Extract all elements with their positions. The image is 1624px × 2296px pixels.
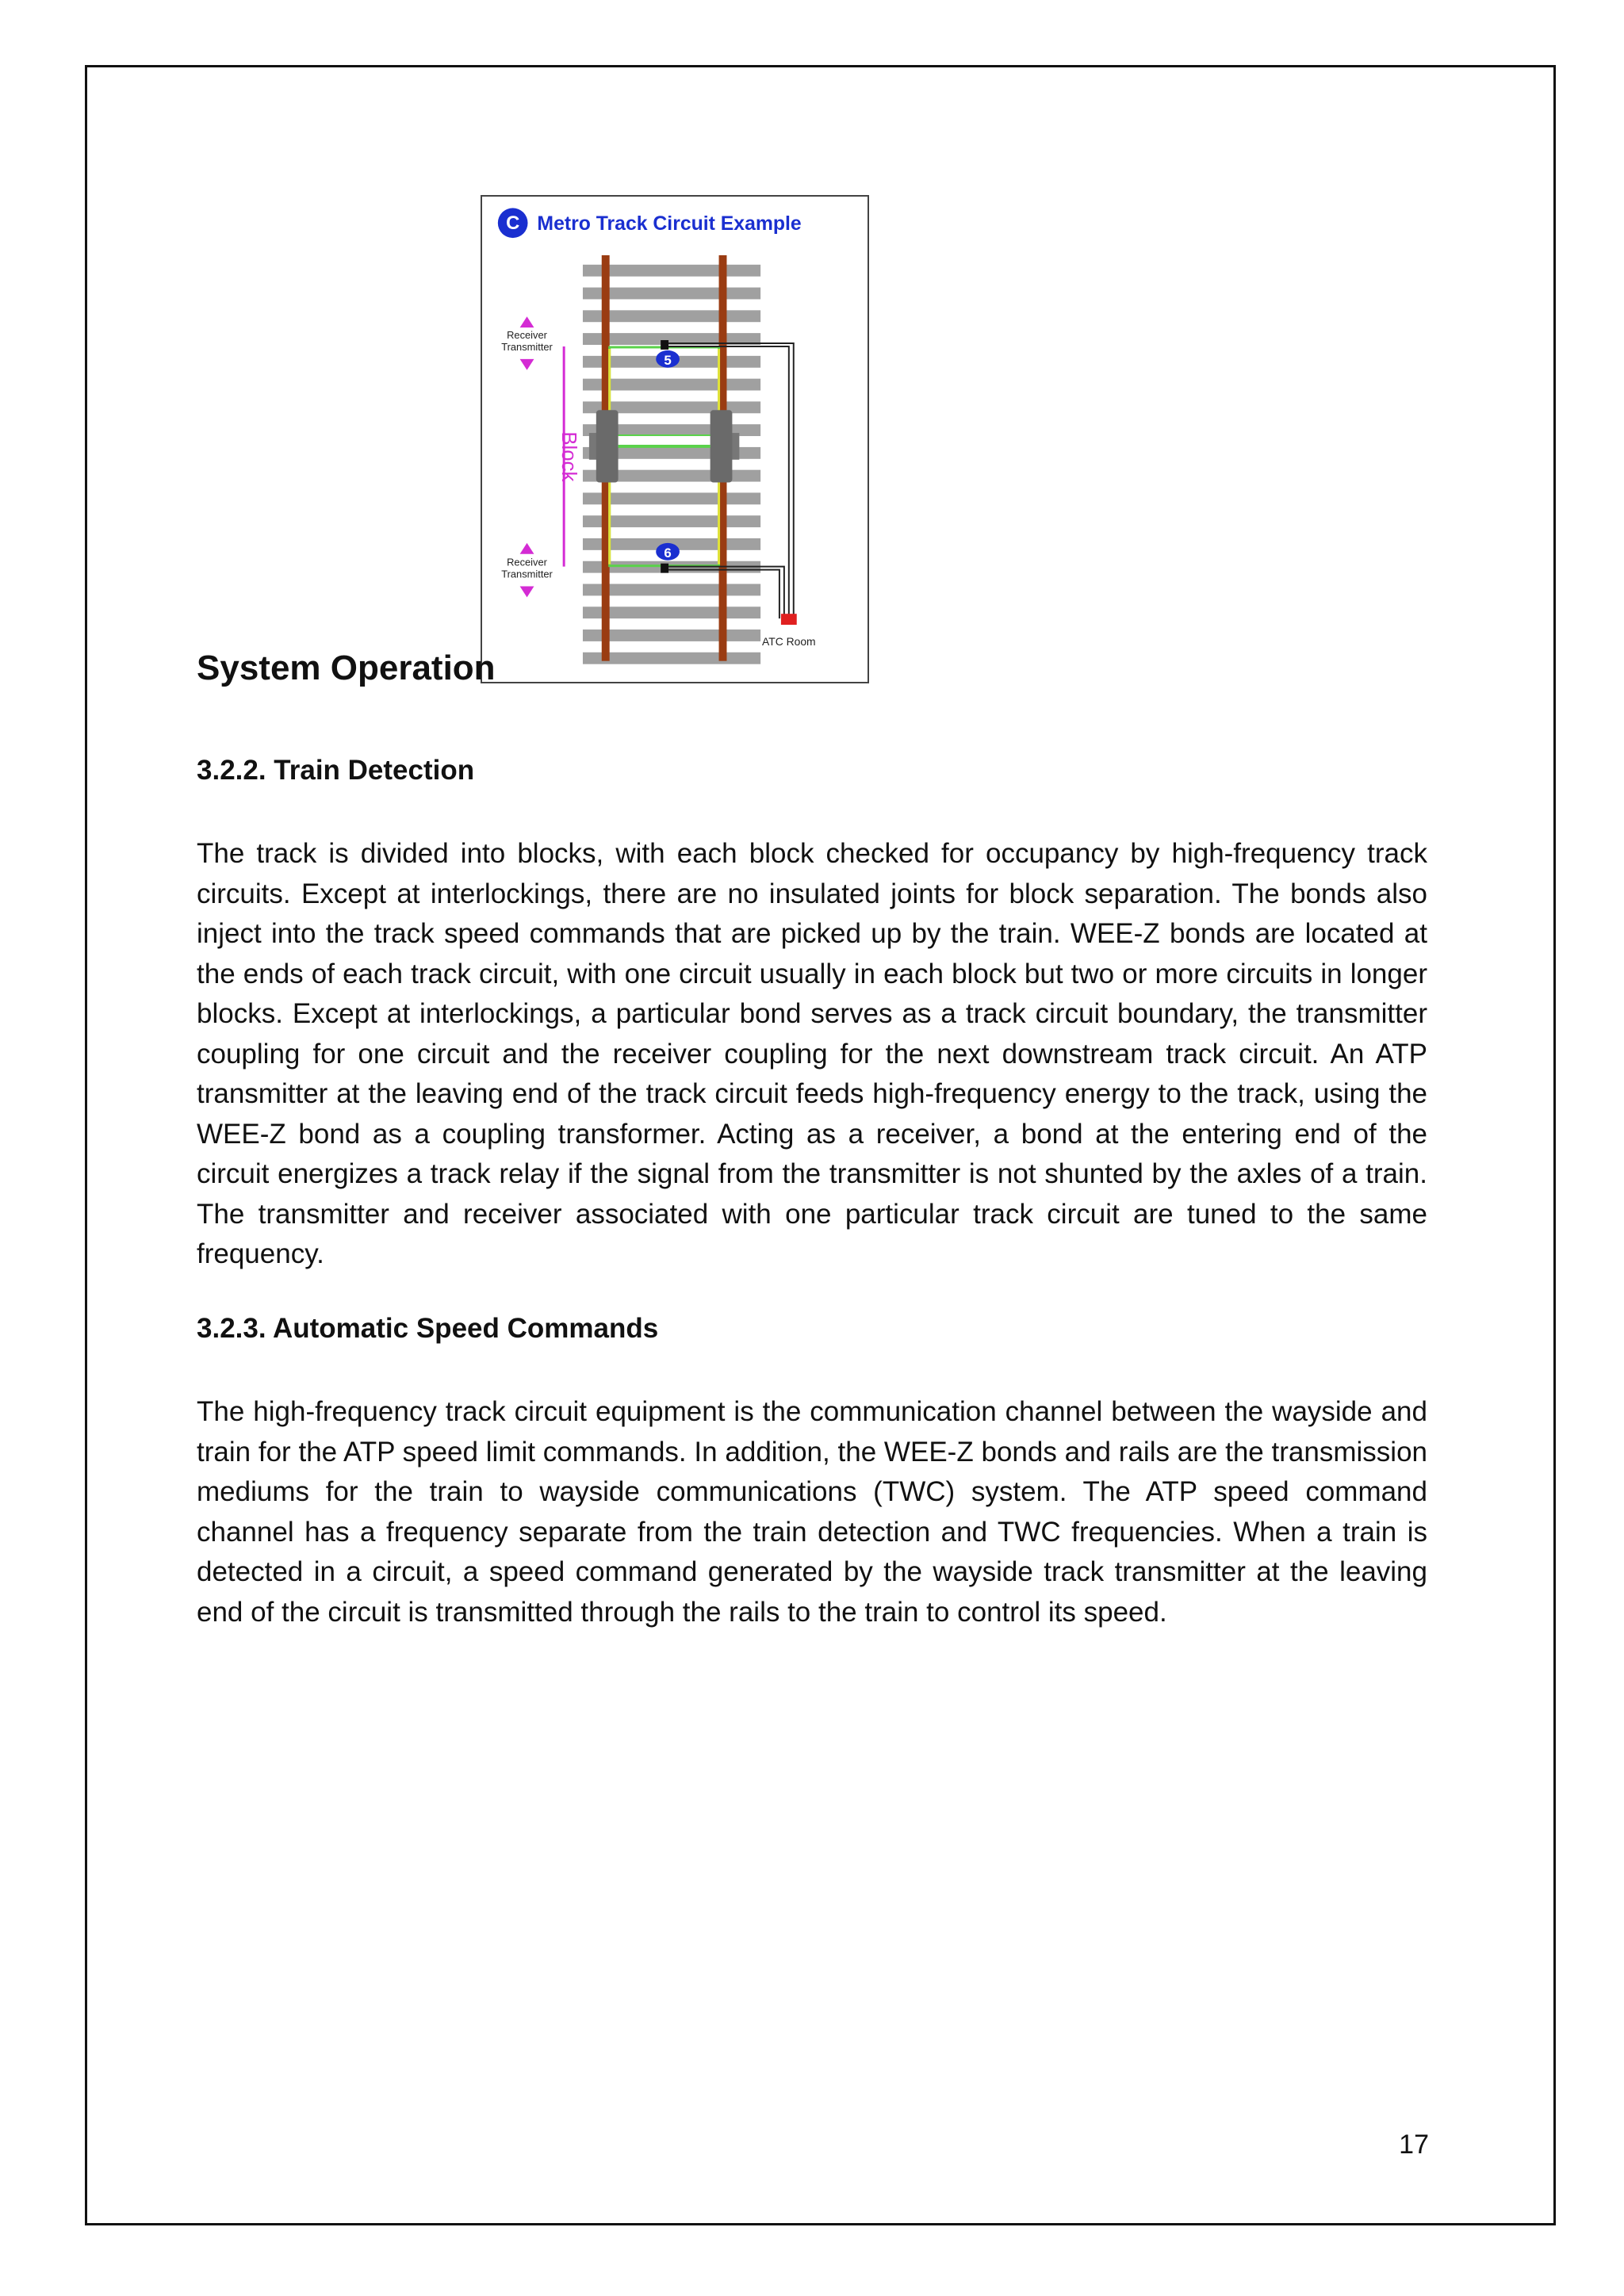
bond-bottom-connector: [661, 564, 668, 573]
atc-room-label: ATC Room: [762, 634, 816, 648]
right-axle-box: [710, 410, 733, 482]
bottom-receiver-label: Receiver: [507, 556, 547, 568]
track-circuit-figure: [481, 195, 869, 683]
top-receiver-label: Receiver: [507, 329, 547, 342]
bond-top-connector: [661, 340, 668, 350]
title-badge-letter: C: [506, 212, 520, 235]
train-detection-heading: 3.2.2. Train Detection: [197, 755, 475, 786]
left-axle-box: [596, 410, 619, 482]
speed-commands-heading: 3.2.3. Automatic Speed Commands: [197, 1313, 659, 1344]
speed-commands-paragraph: The high-frequency track circuit equipment is the communication channel between the wayside and train for the ATP speed limit commands. In addition, the WEE-Z bonds and rails are the transmission mediums for the train to wayside communications (TWC) system. The ATP speed command channel has a frequency separate from the train detection and TWC frequencies. When a train is detected in a circuit, a speed command generated by the wayside track transmitter at the leaving end of the circuit is transmitted through the rails to the train to control its speed.: [197, 1396, 1427, 1628]
figure-title: Metro Track Circuit Example: [537, 213, 802, 235]
page-number: 17: [1399, 2130, 1429, 2160]
bond-6-number: 6: [664, 545, 672, 561]
bottom-up-arrow: [520, 543, 534, 554]
section-title: System Operation: [197, 649, 496, 687]
bottom-down-arrow: [520, 586, 534, 597]
top-up-arrow: [520, 316, 534, 327]
top-down-arrow: [520, 359, 534, 370]
train-detection-paragraph: The track is divided into blocks, with each block checked for occupancy by high-frequency track circuits. Except at interlockings, there are no insulated joints for block separation. The bonds also inject into the track speed commands that are picked up by the train. WEE-Z bonds are located at the ends of each track circuit, with one circuit usually in each block but two or more circuits in longer blocks. Except at interlockings, a particular bond serves as a track circuit boundary, the transmitter coupling for one circuit and the receiver coupling for the next downstream track circuit. An ATP transmitter at the leaving end of the track circuit feeds high-frequency energy to the track, using the WEE-Z bond as a coupling transformer. Acting as a receiver, a bond at the entering end of the circuit energizes a track relay if the signal from the transmitter is not shunted by the axles of a train. The transmitter and receiver associated with one particular track circuit are tuned to the same frequency.: [197, 838, 1427, 1269]
bottom-transmitter-label: Transmitter: [501, 568, 553, 580]
bond-5-number: 5: [664, 352, 672, 368]
top-transmitter-label: Transmitter: [501, 340, 553, 353]
track-circuit-diagram: [482, 197, 868, 682]
atc-room-box: [781, 614, 797, 625]
block-label: Block: [557, 431, 580, 482]
